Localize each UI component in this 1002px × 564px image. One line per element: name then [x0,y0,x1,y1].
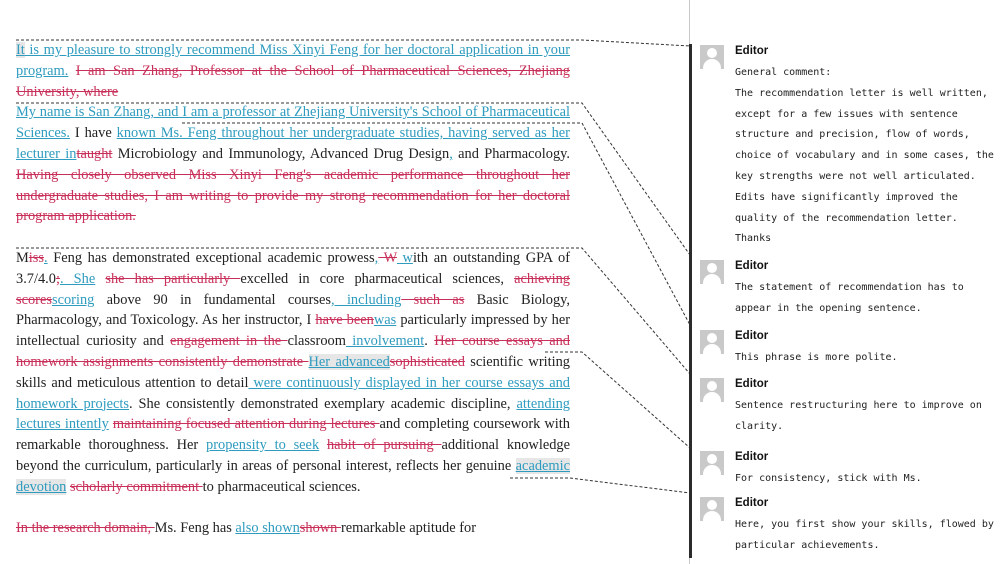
inserted-text: . [44,249,48,266]
inserted-text: w [396,249,413,266]
body-text [68,63,75,79]
deleted-text: ; [55,270,60,287]
body-text: classroom [287,333,346,350]
inserted-text: , [374,249,379,266]
body-text: I have [69,125,117,142]
comment-rail [689,44,692,558]
comment-text: Here, you first show your skills, flowed by particular achievements. [735,519,994,551]
comments-pane [700,0,1000,564]
deleted-text: engagement in the [170,333,288,350]
deleted-text: I am San Zhang, Professor at the School of Pharmaceutical Sciences, Zhejiang University, where [16,62,570,100]
avatar-icon [700,378,724,402]
deleted-text: Her course essays and homework assignments consistently demonstrate [16,333,570,370]
comment-author: Editor [735,497,769,509]
comment-author: Editor [735,330,769,342]
deleted-text: scholarly commitment [69,478,203,495]
body-text: . [424,333,435,350]
inserted-text: were continuously displayed in her course essays and homework projects [16,374,570,412]
deleted-text: W [378,249,397,266]
comment-text: Sentence restructuring here to improve on clarity. [735,400,982,432]
avatar-icon [700,451,724,475]
inserted-text: known Ms. Feng throughout her undergraduate studies, having served as her lecturer in [16,125,570,162]
body-text: Ms. Feng has [154,520,236,537]
deleted-text: In the research domain, [16,520,155,537]
avatar-icon [700,497,724,521]
inserted-text: It [16,42,25,58]
body-text: remarkable aptitude for [340,520,477,537]
inserted-text: My name [16,104,75,121]
paragraph-2[interactable] [16,248,570,498]
comment-text: General comment: The recommendation letter is well written, except for a few issues with sentence structure and precision, flow of words, choice of vocabulary and in some cases, the key strengths were not well articulated. Edits have significantly improved the quality of the recommendation letter. Thanks [735,67,994,245]
deleted-text: have been [315,312,374,329]
body-text: Feng has demonstrated exceptional academic prowess [47,249,375,266]
body-text: particularly impressed by her intellectual curiosity and [16,312,570,350]
body-text: additional knowledge beyond the curriculum, particularly in areas of personal interest, reflects her genuine [16,437,570,474]
comment-author: Editor [735,260,769,272]
body-text: . She consistently demonstrated exemplary academic discipline, [129,395,517,412]
paragraph-3[interactable] [16,518,570,539]
deleted-text: maintaining focused attention during lectures [112,416,380,433]
inserted-text: Her advanced [308,353,390,370]
body-text: Basic Biology, Pharmacology, and Toxicology. As her instructor, I [16,291,571,329]
body-text [95,271,105,287]
inserted-text: , including [331,291,402,308]
body-text: Microbiology and Immunology, Advanced Drug Design [112,145,450,162]
body-text: M [16,249,29,266]
deleted-text: iss [28,249,44,266]
comment-text: The statement of recommendation has to appear in the opening sentence. [735,282,964,314]
inserted-text: scoring [51,291,95,308]
body-text: to pharmaceutical sciences. [202,478,361,495]
inserted-text: . She [59,270,96,287]
deleted-text: sophisticated [389,353,465,370]
comment-author: Editor [735,451,769,463]
deleted-text: Having closely observed Miss Xinyi Feng's academic performance throughout her undergraduate studies, I am writing to provide my strong recommendation for her doctoral program application. [16,166,570,225]
avatar-icon [700,260,724,284]
comment-text: This phrase is more polite. [735,352,898,363]
body-text: and completing coursework with remarkable thoroughness. Her [16,416,570,454]
inserted-text: was [373,312,397,329]
inserted-text: is San Zhang, and I am a professor at Zhejiang University's School of Pharmaceutical Sciences. [16,104,570,142]
inserted-text: also shown [235,520,300,537]
avatar-icon [700,45,724,69]
deleted-text: shown [299,520,341,537]
deleted-text: she has particularly [105,270,241,287]
deleted-text: habit of pursuing [326,437,442,454]
body-text: and Pharmacology. [452,145,571,162]
deleted-text: achieving scores [16,270,571,308]
inserted-text: propensity to seek [206,437,320,454]
body-text: ith an outstanding GPA of 3.7/4.0 [16,249,570,287]
deleted-text: such as [401,291,465,308]
inserted-text: academic devotion [16,457,570,495]
body-text: above 90 in fundamental courses [94,291,332,308]
inserted-text: , [449,145,453,162]
inserted-text: attending lectures intently [16,395,570,433]
document-body[interactable] [16,40,570,560]
inserted-text: involvement [345,333,425,350]
comment-author: Editor [735,45,769,57]
deleted-text: taught [76,145,113,162]
comment-text: For consistency, stick with Ms. [735,473,922,484]
inserted-text: is my pleasure to strongly recommend Miss Xinyi Feng for her doctoral application in your program. [16,42,570,79]
body-text [319,437,327,453]
paragraph-1[interactable] [16,40,570,227]
body-text: excelled in core pharmaceutical sciences, [240,270,515,287]
avatar-icon [700,330,724,354]
body-text: scientific writing skills and meticulous attention to detail [16,353,570,391]
comment-author: Editor [735,378,769,390]
